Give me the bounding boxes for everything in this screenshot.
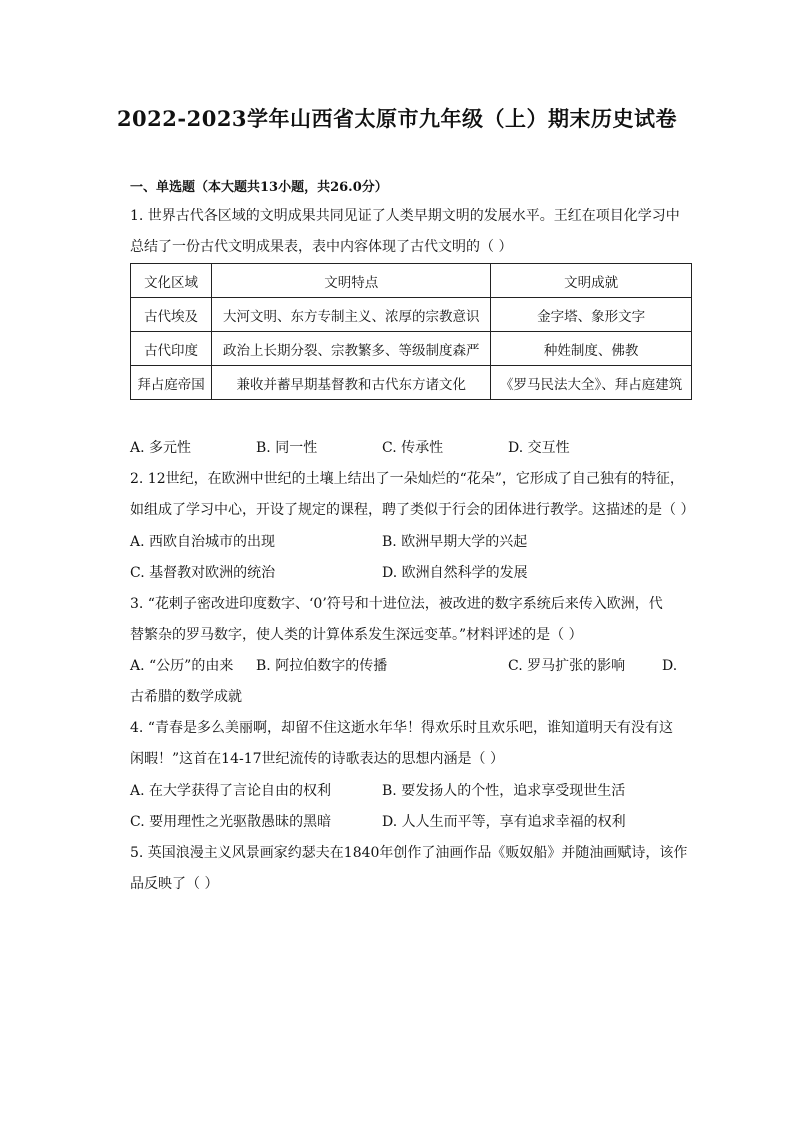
table-row [131,332,692,366]
q1-option-d[interactable]: D. 交互性 [508,440,570,456]
table-header-row [131,264,692,298]
table-row [131,366,692,400]
q1-stem-line-2: 总结了一份古代文明成果表，表中内容体现了古代文明的（ ） [130,239,513,255]
q4-option-b[interactable]: B. 要发扬人的个性，追求享受现世生活 [382,783,626,799]
q4-stem-line-2: 闲暇！”这首在14-17世纪流传的诗歌表达的思想内涵是（ ） [130,751,504,767]
table-cell: 古代印度 [131,332,212,366]
q4-option-a[interactable]: A. 在大学获得了言论自由的权利 [130,783,332,799]
q2-option-b[interactable]: B. 欧洲早期大学的兴起 [382,534,528,550]
table-cell: 兼收并蓄早期基督教和古代东方诸文化 [212,366,491,400]
q3-option-a[interactable]: A. “公历”的由来 [130,658,234,674]
q3-stem-line-2: 替繁杂的罗马数字，使人类的计算体系发生深远变革。”材料评述的是（ ） [130,627,583,643]
q5-stem-line-2: 品反映了（ ） [130,876,219,892]
table-cell: 种姓制度、佛教 [491,332,692,366]
q5-stem-line-1: 5. 英国浪漫主义风景画家约瑟夫在1840年创作了油画作品《贩奴船》并随油画赋诗，该作 [130,845,688,861]
q4-option-d[interactable]: D. 人人生而平等，享有追求幸福的权利 [382,814,626,830]
table-row [131,298,692,332]
q3-option-b[interactable]: B. 阿拉伯数字的传播 [256,658,388,674]
table-header-cell: 文明成就 [491,264,692,298]
exam-title: 2022-2023学年山西省太原市九年级（上）期末历史试卷 [116,106,678,131]
section-heading: 一、单选题（本大题共13小题，共26.0分） [130,180,388,195]
q3-option-d-letter[interactable]: D. [662,658,678,674]
q3-option-c[interactable]: C. 罗马扩张的影响 [508,658,626,674]
table-cell: 政治上长期分裂、宗教繁多、等级制度森严 [212,332,491,366]
q2-option-c[interactable]: C. 基督教对欧洲的统治 [130,565,276,581]
q2-option-a[interactable]: A. 西欧自治城市的出现 [130,534,276,550]
table-cell: 金字塔、象形文字 [491,298,692,332]
table-cell: 《罗马民法大全》、拜占庭建筑 [491,366,692,400]
q1-option-c[interactable]: C. 传承性 [382,440,444,456]
q1-option-b[interactable]: B. 同一性 [256,440,318,456]
q4-stem-line-1: 4. “青春是多么美丽啊，却留不住这逝水年华！得欢乐时且欢乐吧，谁知道明天有没有这 [130,720,673,736]
q2-stem-line-2: 如组成了学习中心，开设了规定的课程，聘了类似于行会的团体进行教学。这描述的是（ ） [130,502,695,518]
q4-option-c[interactable]: C. 要用理性之光驱散愚昧的黑暗 [130,814,332,830]
q3-option-d-text[interactable]: 古希腊的数学成就 [130,689,242,705]
q2-option-d[interactable]: D. 欧洲自然科学的发展 [382,565,528,581]
table-cell: 拜占庭帝国 [131,366,212,400]
q2-stem-line-1: 2. 12世纪，在欧洲中世纪的土壤上结出了一朵灿烂的“花朵”，它形成了自己独有的特征， [130,471,684,487]
civilization-table [130,263,692,400]
q3-stem-line-1: 3. “花剌子密改进印度数字、‘0’符号和十进位法，被改进的数字系统后来传入欧洲，代 [130,596,663,612]
table-cell: 古代埃及 [131,298,212,332]
q1-stem-line-1: 1. 世界古代各区域的文明成果共同见证了人类早期文明的发展水平。王红在项目化学习中 [130,208,680,224]
table-header-cell: 文明特点 [212,264,491,298]
table-header-cell: 文化区域 [131,264,212,298]
table-cell: 大河文明、东方专制主义、浓厚的宗教意识 [212,298,491,332]
q1-option-a[interactable]: A. 多元性 [130,440,192,456]
